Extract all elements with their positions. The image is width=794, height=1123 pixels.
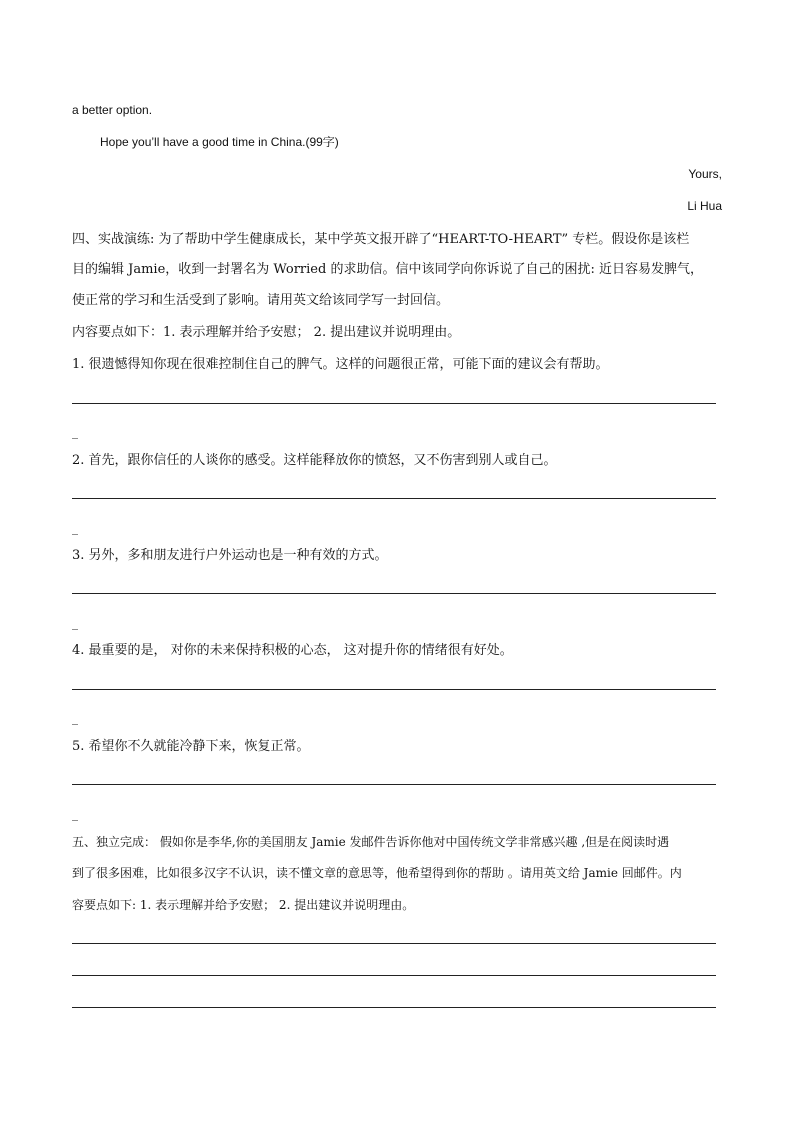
exercise-item: 5. 希望你不久就能冷静下来，恢复正常。 <box>72 739 310 754</box>
section5-line: 五、独立完成： 假如你是李华,你的美国朋友 Jamie 发邮件告诉你他对中国传统文学非常感兴趣 ,但是在阅读时遇 <box>72 835 670 849</box>
answer-line[interactable] <box>72 403 716 404</box>
exercise-item: 1. 很遗憾得知你现在很难控制住自己的脾气。这样的问题很正常，可能下面的建议会有帮助。 <box>72 357 609 372</box>
section4-title-line: 四、实战演练: 为了帮助中学生健康成长，某中学英文报开辟了“HEART-TO-HEART” 专栏。假设你是该栏 <box>72 232 690 247</box>
letter-line: a better option. <box>72 103 153 117</box>
answer-line[interactable] <box>72 784 716 785</box>
answer-dash: _ <box>72 807 78 821</box>
answer-dash: _ <box>72 425 78 439</box>
exercise-item: 3. 另外，多和朋友进行户外运动也是一种有效的方式。 <box>72 548 388 563</box>
section4-title-line: 目的编辑 Jamie，收到一封署名为 Worried 的求助信。信中该同学向你诉说了自己的困扰: 近日容易发脾气， <box>72 262 703 277</box>
answer-line[interactable] <box>72 1007 716 1008</box>
exercise-item: 2. 首先，跟你信任的人谈你的感受。这样能释放你的愤怒，又不伤害到别人或自己。 <box>72 453 557 468</box>
section5-line: 容要点如下: 1. 表示理解并给予安慰； 2. 提出建议并说明理由。 <box>72 898 415 912</box>
answer-line[interactable] <box>72 943 716 944</box>
answer-line[interactable] <box>72 593 716 594</box>
answer-dash: _ <box>72 711 78 725</box>
section5-line: 到了很多困难，比如很多汉字不认识，读不懂文章的意思等，他希望得到你的帮助 。请用英文给 Jamie 回邮件。内 <box>72 866 682 880</box>
letter-line: Hope you’ll have a good time in China.(99字) <box>100 135 339 149</box>
letter-closing: Yours, <box>688 167 722 181</box>
answer-line[interactable] <box>72 689 716 690</box>
answer-line[interactable] <box>72 975 716 976</box>
answer-line[interactable] <box>72 498 716 499</box>
letter-signature: Li Hua <box>687 199 722 213</box>
answer-dash: _ <box>72 616 78 630</box>
section4-points: 内容要点如下：1. 表示理解并给予安慰； 2. 提出建议并说明理由。 <box>72 325 461 340</box>
answer-dash: _ <box>72 521 78 535</box>
exercise-item: 4. 最重要的是， 对你的未来保持积极的心态， 这对提升你的情绪很有好处。 <box>72 643 513 658</box>
section4-title-line: 使正常的学习和生活受到了影响。请用英文给该同学写一封回信。 <box>72 293 450 308</box>
